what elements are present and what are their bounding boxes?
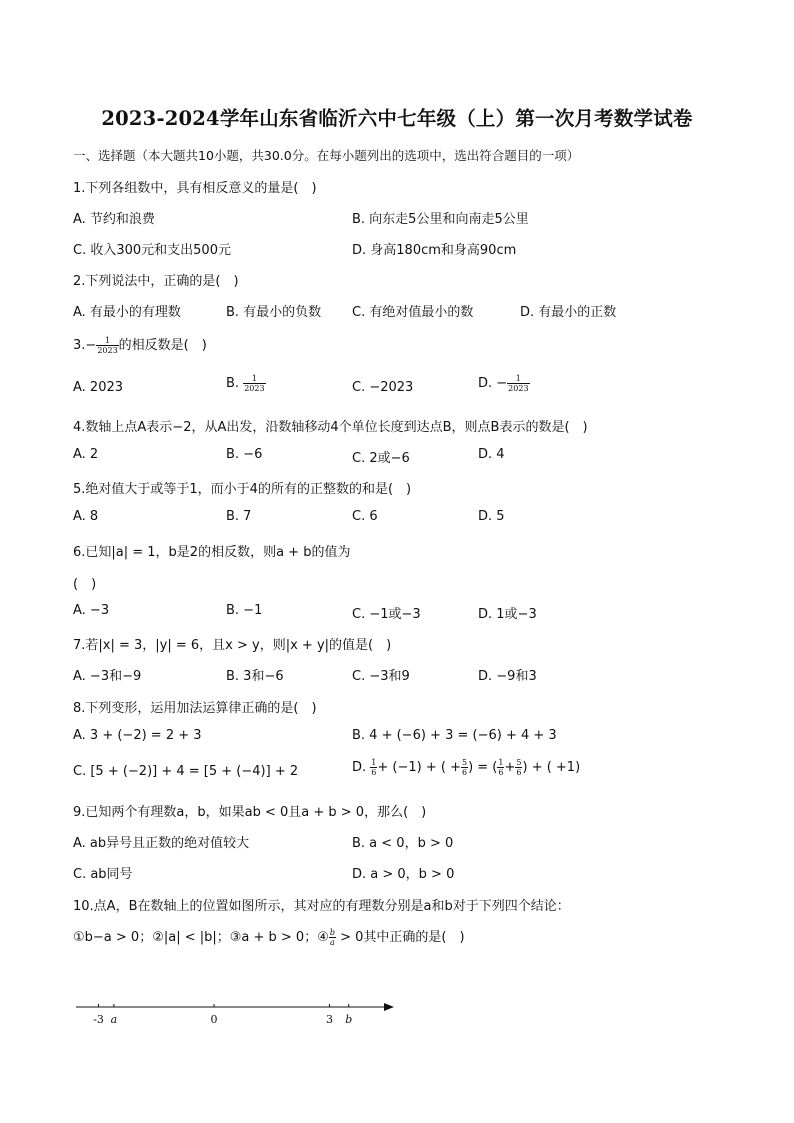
q9-option-a: A. ab异号且正数的绝对值较大 (73, 836, 250, 851)
q5-option-c: C. 6 (352, 509, 378, 524)
q4-option-a: A. 2 (73, 447, 99, 462)
q8-option-c: C. [5 + (−2)] + 4 = [5 + (−4)] + 2 (73, 764, 299, 779)
q4-option-b: B. −6 (226, 447, 263, 462)
q3-number: 3. (73, 338, 86, 353)
page-title: 2023-2024学年山东省临沂六中七年级（上）第一次月考数学试卷 (101, 107, 693, 130)
q5-option-b: B. 7 (226, 509, 252, 524)
q10-fraction: $\frac{b}{a}$ (329, 928, 335, 947)
q2-option-a: A. 有最小的有理数 (73, 305, 181, 320)
q8-frac-4: $\frac{5}{6}$ (516, 758, 522, 777)
q8-frac-1: $\frac{1}{6}$ (371, 758, 377, 777)
q6-option-b: B. −1 (226, 603, 263, 618)
q3-option-a: A. 2023 (73, 380, 124, 395)
question-7-stem: 7.若|x| = 3，|y| = 6，且x > y，则|x + y|的值是( ) (73, 638, 392, 653)
question-8-stem: 8.下列变形，运用加法运算律正确的是( ) (73, 701, 317, 716)
q3-fraction: $\frac{1}{2023}$ (97, 336, 118, 355)
q3-option-d-fraction: $\frac{1}{2023}$ (508, 374, 529, 393)
q2-option-c: C. 有绝对值最小的数 (352, 305, 474, 320)
number-line-arrow (384, 1003, 394, 1011)
question-6-stem: 6.已知|a| = 1，b是2的相反数，则a + b的值为 (73, 545, 351, 560)
q8-option-a: A. 3 + (−2) = 2 + 3 (73, 728, 202, 743)
q6-option-c: C. −1或−3 (352, 607, 421, 622)
q6-option-a: A. −3 (73, 603, 110, 618)
q3-minus: − (85, 338, 97, 353)
question-5-stem: 5.绝对值大于或等于1，而小于4的所有的正整数的和是( ) (73, 482, 412, 497)
q7-option-d: D. −9和3 (478, 669, 537, 684)
number-line-figure (70, 995, 410, 1031)
question-10-stem: 10.点A，B在数轴上的位置如图所示，其对应的有理数分别是a和b对于下列四个结论： (73, 899, 570, 914)
question-2-stem: 2.下列说法中，正确的是( ) (73, 274, 239, 289)
q5-option-d: D. 5 (478, 509, 505, 524)
q1-option-d: D. 身高180cm和身高90cm (352, 243, 517, 258)
q5-option-a: A. 8 (73, 509, 99, 524)
question-1-stem: 1.下列各组数中，具有相反意义的量是( ) (73, 181, 317, 196)
q4-option-c: C. 2或−6 (352, 451, 410, 466)
question-4-stem: 4.数轴上点A表示−2，从A出发，沿数轴移动4个单位长度到达点B，则点B表示的数是( ) (73, 420, 588, 435)
q1-option-c: C. 收入300元和支出500元 (73, 243, 231, 258)
question-9-stem: 9.已知两个有理数a，b，如果ab < 0且a + b > 0，那么( ) (73, 805, 427, 820)
q9-option-c: C. ab同号 (73, 867, 133, 882)
point-b-label: b (345, 1013, 353, 1026)
q8-option-d: D. $\frac{1}{6}$ + (−1) + ( + $\frac{5}{6}$ ) = ( $\frac{1}{6}$ + $\frac{5}{6}$ ) + ( +1) (352, 758, 581, 777)
q9-option-d: D. a > 0，b > 0 (352, 867, 455, 882)
q1-option-a: A. 节约和浪费 (73, 212, 155, 227)
q2-option-d: D. 有最小的正数 (520, 305, 617, 320)
point-a-label: a (110, 1013, 118, 1026)
q4-option-d: D. 4 (478, 447, 505, 462)
q6-option-d: D. 1或−3 (478, 607, 537, 622)
q3-option-b-fraction: $\frac{1}{2023}$ (244, 374, 265, 393)
section-heading: 一、选择题（本大题共10小题，共30.0分。在每小题列出的选项中，选出符合题目的一项） (73, 148, 580, 163)
q7-option-b: B. 3和−6 (226, 669, 284, 684)
q9-option-b: B. a < 0，b > 0 (352, 836, 454, 851)
q8-frac-2: $\frac{5}{6}$ (461, 758, 468, 777)
q8-option-b: B. 4 + (−6) + 3 = (−6) + 4 + 3 (352, 728, 557, 743)
q2-option-b: B. 有最小的负数 (226, 305, 322, 320)
tick-minus-3-label: -3 (93, 1013, 104, 1026)
question-6-stem-cont: ( ) (73, 577, 97, 592)
q3-option-c: C. −2023 (352, 380, 414, 395)
question-10-conclusions: ①b−a > 0；②|a| < |b|；③a + b > 0；④ $\frac{b}{a}$ > 0其中正确的是( ) (73, 928, 465, 947)
q7-option-a: A. −3和−9 (73, 669, 142, 684)
tick-0-label: 0 (210, 1013, 218, 1026)
q1-option-b: B. 向东走5公里和向南走5公里 (352, 212, 529, 227)
q3-option-d: D. − $\frac{1}{2023}$ (478, 374, 529, 393)
q7-option-c: C. −3和9 (352, 669, 410, 684)
q3-option-b: B. $\frac{1}{2023}$ (226, 374, 265, 393)
question-3-stem: 3.− $\frac{1}{2023}$ 的相反数是( ) (73, 336, 207, 355)
tick-3-label: 3 (326, 1013, 333, 1026)
q8-frac-3: $\frac{1}{6}$ (498, 758, 504, 777)
